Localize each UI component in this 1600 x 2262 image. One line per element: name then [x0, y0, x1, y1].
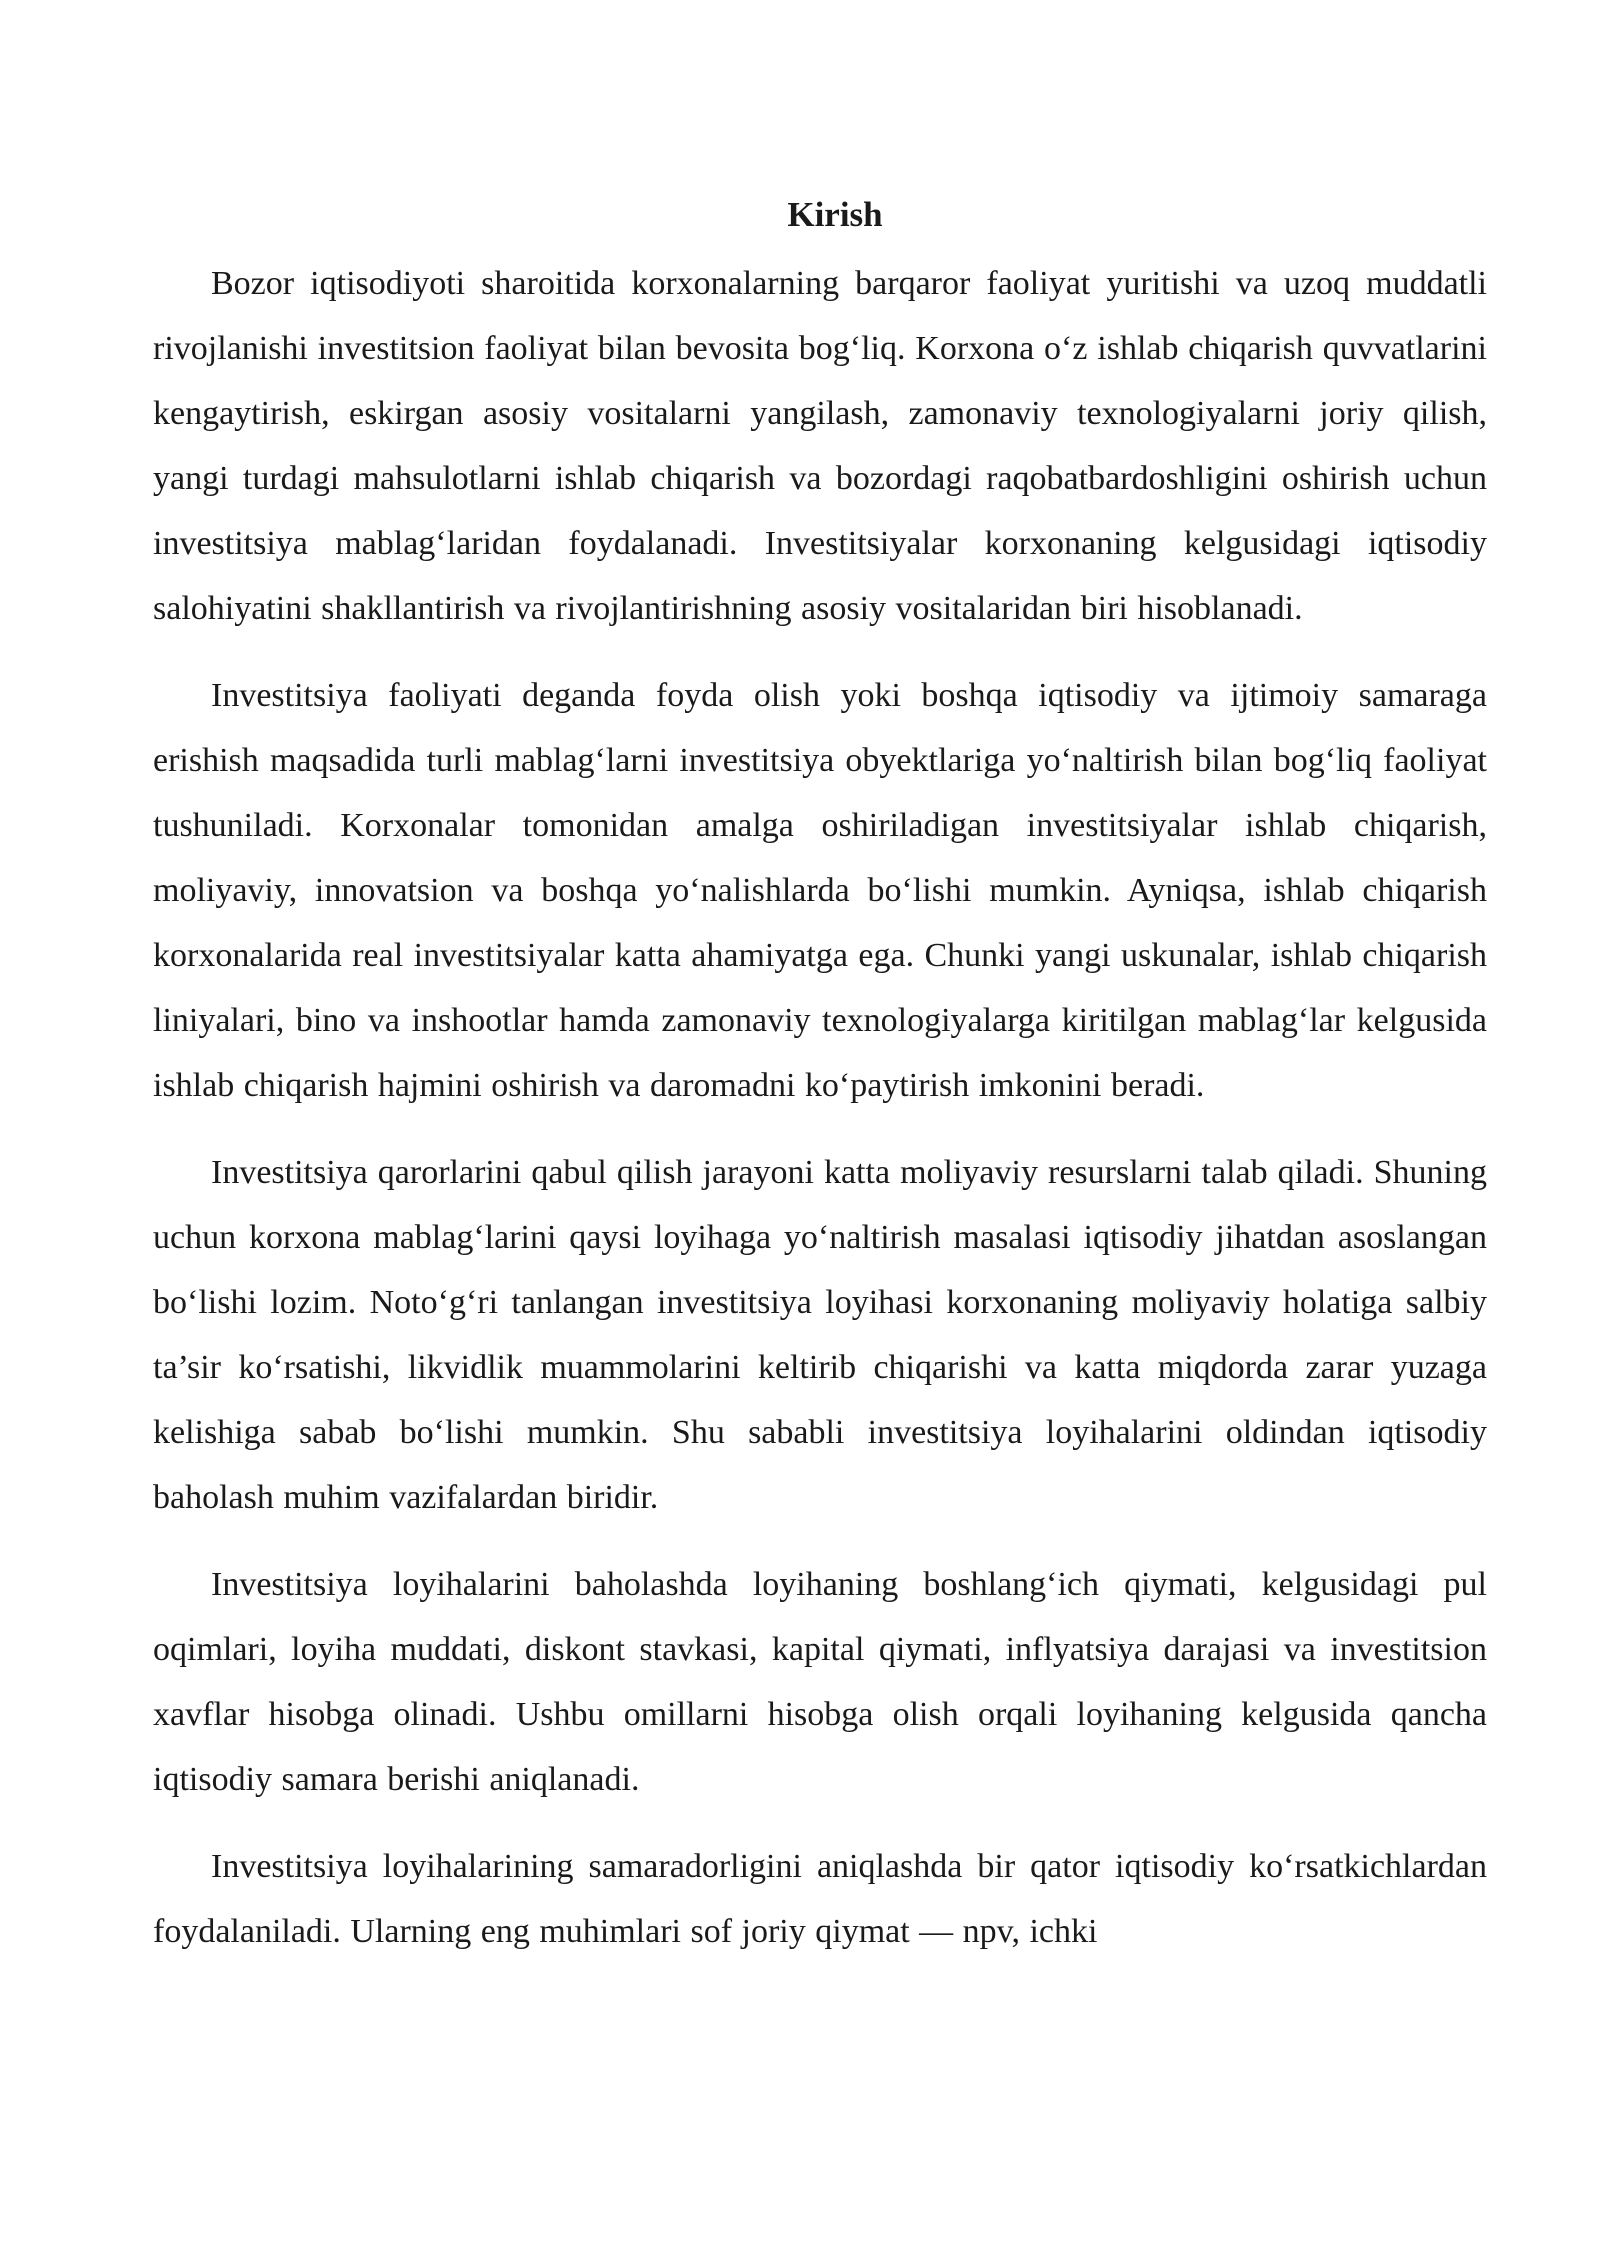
paragraph-5: Investitsiya loyihalarining samaradorligini aniqlashda bir qator iqtisodiy ko‘rsatkichlardan foydalaniladi. Ularning eng muhimlari sof joriy qiymat — npv, ichki: [153, 1848, 1487, 1950]
paragraph-3: Investitsiya qarorlarini qabul qilish jarayoni katta moliyaviy resurslarni talab qiladi. Shuning uchun korxona mablag‘larini qaysi loyihaga yo‘naltirish masalasi iqtisodiy jihatdan asoslangan bo‘lishi lozim. Noto‘g‘ri tanlangan investitsiya loyihasi korxonaning moliyaviy holatiga salbiy ta’sir ko‘rsatishi, likvidlik muammolarini keltirib chiqarishi va katta miqdorda zarar yuzaga kelishiga sabab bo‘lishi mumkin. Shu sababli investitsiya loyihalarini oldindan iqtisodiy baholash muhim vazifalardan biridir.: [153, 1154, 1487, 1516]
paragraph-1: Bozor iqtisodiyoti sharoitida korxonalarning barqaror faoliyat yuritishi va uzoq muddatli rivojlanishi investitsion faoliyat bilan bevosita bog‘liq. Korxona o‘z ishlab chiqarish quvvatlarini kengaytirish, eskirgan asosiy vositalarni yangilash, zamonaviy texnologiyalarni joriy qilish, yangi turdagi mahsulotlarni ishlab chiqarish va bozordagi raqobatbardoshligini oshirish uchun investitsiya mablag‘laridan foydalanadi. Investitsiyalar korxonaning kelgusidagi iqtisodiy salohiyatini shakllantirish va rivojlantirishning asosiy vositalaridan biri hisoblanadi.: [153, 265, 1487, 627]
paragraph-4: Investitsiya loyihalarini baholashda loyihaning boshlang‘ich qiymati, kelgusidagi pul oqimlari, loyiha muddati, diskont stavkasi, kapital qiymati, inflyatsiya darajasi va investitsion xavflar hisobga olinadi. Ushbu omillarni hisobga olish orqali loyihaning kelgusida qancha iqtisodiy samara berishi aniqlanadi.: [153, 1566, 1487, 1798]
document-body: [153, 190, 1487, 1986]
paragraph-2: Investitsiya faoliyati deganda foyda olish yoki boshqa iqtisodiy va ijtimoiy samaraga erishish maqsadida turli mablag‘larni investitsiya obyektlariga yo‘naltirish bilan bog‘liq faoliyat tushuniladi. Korxonalar tomonidan amalga oshiriladigan investitsiyalar ishlab chiqarish, moliyaviy, innovatsion va boshqa yo‘nalishlarda bo‘lishi mumkin. Ayniqsa, ishlab chiqarish korxonalarida real investitsiyalar katta ahamiyatga ega. Chunki yangi uskunalar, ishlab chiqarish liniyalari, bino va inshootlar hamda zamonaviy texnologiyalarga kiritilgan mablag‘lar kelgusida ishlab chiqarish hajmini oshirish va daromadni ko‘paytirish imkonini beradi.: [153, 677, 1487, 1104]
page-title: Kirish: [787, 195, 883, 234]
